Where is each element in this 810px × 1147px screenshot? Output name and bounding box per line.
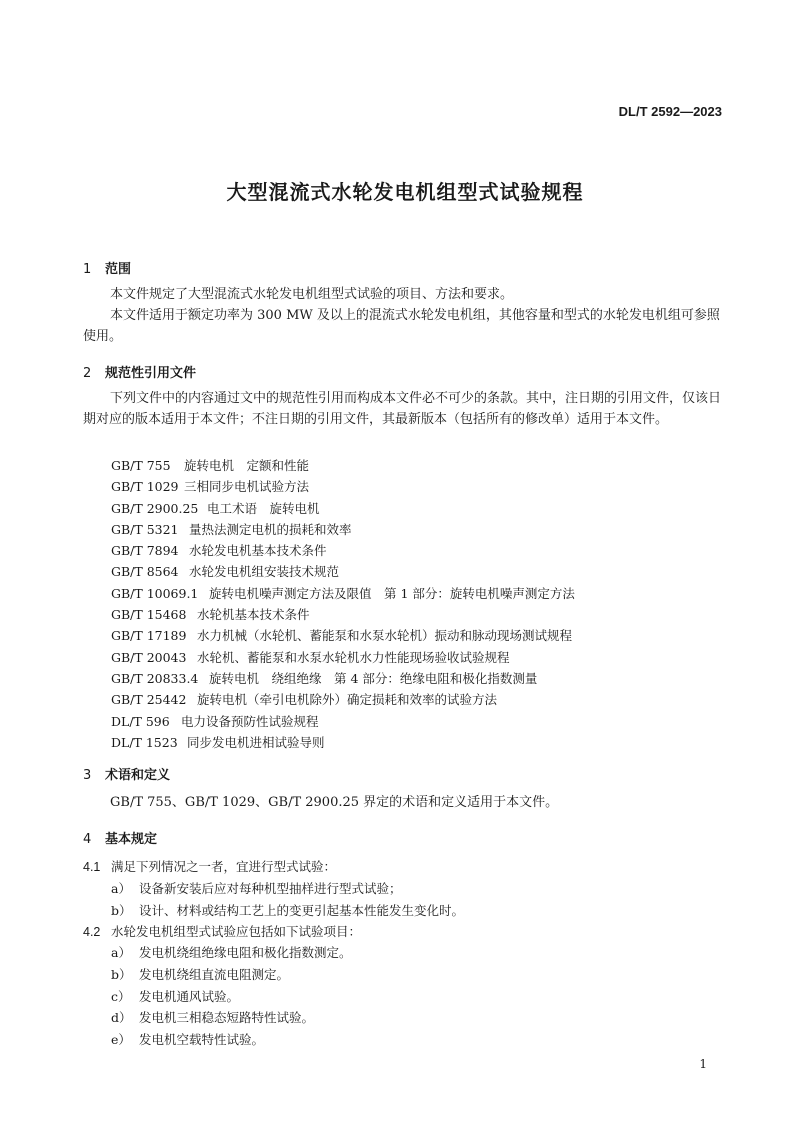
scope-paragraph-1: 本文件规定了大型混流式水轮发电机组型式试验的项目、方法和要求。 [110,287,514,302]
reference-code: GB/T 20043 [111,649,187,665]
reference-code: GB/T 7894 [111,543,179,559]
item-text: 发电机通风试验。 [139,989,240,1004]
list-item [111,1030,264,1048]
reference-title: 电工术语 旋转电机 [207,500,320,516]
reference-item [111,519,575,540]
reference-title: 量热法测定电机的损耗和效率 [189,521,352,537]
section-number: 3 [83,768,92,783]
list-item [111,943,352,961]
reference-item [111,583,575,604]
reference-item [111,625,575,646]
section-1-heading [83,258,131,277]
reference-code: GB/T 15468 [111,607,187,623]
reference-code: GB/T 8564 [111,564,179,580]
item-label: a） [111,881,131,896]
reference-code: GB/T 20833.4 [111,670,199,686]
item-label: b） [111,967,132,982]
reference-title: 旋转电机 绕组绝缘 第 4 部分：绝缘电阻和极化指数测量 [209,670,538,686]
item-label: e） [111,1032,131,1047]
reference-title: 旋转电机 定额和性能 [184,458,310,473]
item-text: 设备新安装后应对每种机型抽样进行型式试验； [139,881,402,896]
item-text: 发电机三相稳态短路特性试验。 [139,1010,315,1025]
clause-number: 4.1 [83,860,101,874]
item-label: b） [111,903,132,918]
reference-item [111,476,575,497]
list-item [111,965,289,983]
reference-item [111,668,575,689]
section-3-heading [83,764,170,783]
item-label: c） [111,989,131,1004]
item-text: 发电机绕组直流电阻测定。 [139,967,290,982]
clause-4-1 [83,857,336,875]
item-text: 发电机空载特性试验。 [139,1032,265,1047]
reference-code: DL/T 1523 [111,734,178,750]
reference-title: 水轮发电机组安装技术规范 [189,564,340,580]
reference-item [111,561,575,582]
page-number: 1 [699,1057,707,1071]
reference-title: 水轮机、蓄能泵和水泵水轮机水力性能现场验收试验规程 [197,649,510,665]
clause-number: 4.2 [83,925,101,939]
reference-item [111,689,575,710]
reference-code: GB/T 10069.1 [111,585,199,601]
section-2-heading [83,362,196,381]
reference-title: 旋转电机（牵引电机除外）确定损耗和效率的试验方法 [197,692,498,708]
reference-code: GB/T 2900.25 [111,500,199,516]
section-title: 术语和定义 [105,768,171,783]
reference-title: 三相同步电机试验方法 [184,479,310,495]
reference-item [111,540,575,561]
reference-code: GB/T 755 [111,458,171,473]
list-item [111,1008,314,1026]
section-number: 4 [83,832,92,847]
scope-paragraph-2: 本文件适用于额定功率为 300 MW 及以上的混流式水轮发电机组，其他容量和型式的水轮发电机组可参照使用。 [83,308,720,344]
references-intro: 下列文件中的内容通过文中的规范性引用而构成本文件必不可少的条款。其中，注日期的引用文件，仅该日期对应的版本适用于本文件；不注日期的引用文件，其最新版本（包括所有的修改单）适用于本文件。 [83,391,722,427]
reference-code: GB/T 1029 [111,479,179,495]
reference-item [111,604,575,625]
standard-code: DL/T 2592—2023 [618,104,722,119]
reference-item [111,711,575,732]
item-text: 设计、材料或结构工艺上的变更引起基本性能发生变化时。 [139,903,465,918]
list-item [111,879,402,897]
clause-4-2 [83,922,361,940]
section-title: 规范性引用文件 [105,366,197,381]
list-item [111,987,239,1005]
item-text: 发电机绕组绝缘电阻和极化指数测定。 [139,945,352,960]
section-number: 2 [83,366,92,381]
reference-item [111,647,575,668]
section-title: 范围 [105,262,132,277]
list-item [111,901,464,919]
clause-text: 水轮发电机组型式试验应包括如下试验项目： [111,924,362,939]
item-label: a） [111,945,131,960]
reference-title: 水轮机基本技术条件 [197,607,310,623]
reference-list [111,455,575,753]
section-4-heading [83,828,157,847]
item-label: d） [111,1010,132,1025]
terms-paragraph: GB/T 755、GB/T 1029、GB/T 2900.25 界定的术语和定义适用于本文件。 [110,795,559,810]
reference-code: DL/T 596 [111,713,170,729]
reference-code: GB/T 17189 [111,628,187,644]
section-number: 1 [83,262,92,277]
reference-code: GB/T 25442 [111,692,187,708]
reference-title: 电力设备预防性试验规程 [181,713,319,729]
reference-title: 旋转电机噪声测定方法及限值 第 1 部分：旋转电机噪声测定方法 [209,585,575,601]
reference-code: GB/T 5321 [111,521,179,537]
section-title: 基本规定 [105,832,158,847]
document-title: 大型混流式水轮发电机组型式试验规程 [226,180,584,204]
reference-title: 同步发电机进相试验导则 [187,734,325,750]
reference-title: 水轮发电机基本技术条件 [189,543,327,559]
reference-item [111,455,575,476]
reference-title: 水力机械（水轮机、蓄能泵和水泵水轮机）振动和脉动现场测试规程 [197,628,573,644]
clause-text: 满足下列情况之一者，宜进行型式试验： [111,859,337,874]
reference-item [111,498,575,519]
reference-item [111,732,575,753]
